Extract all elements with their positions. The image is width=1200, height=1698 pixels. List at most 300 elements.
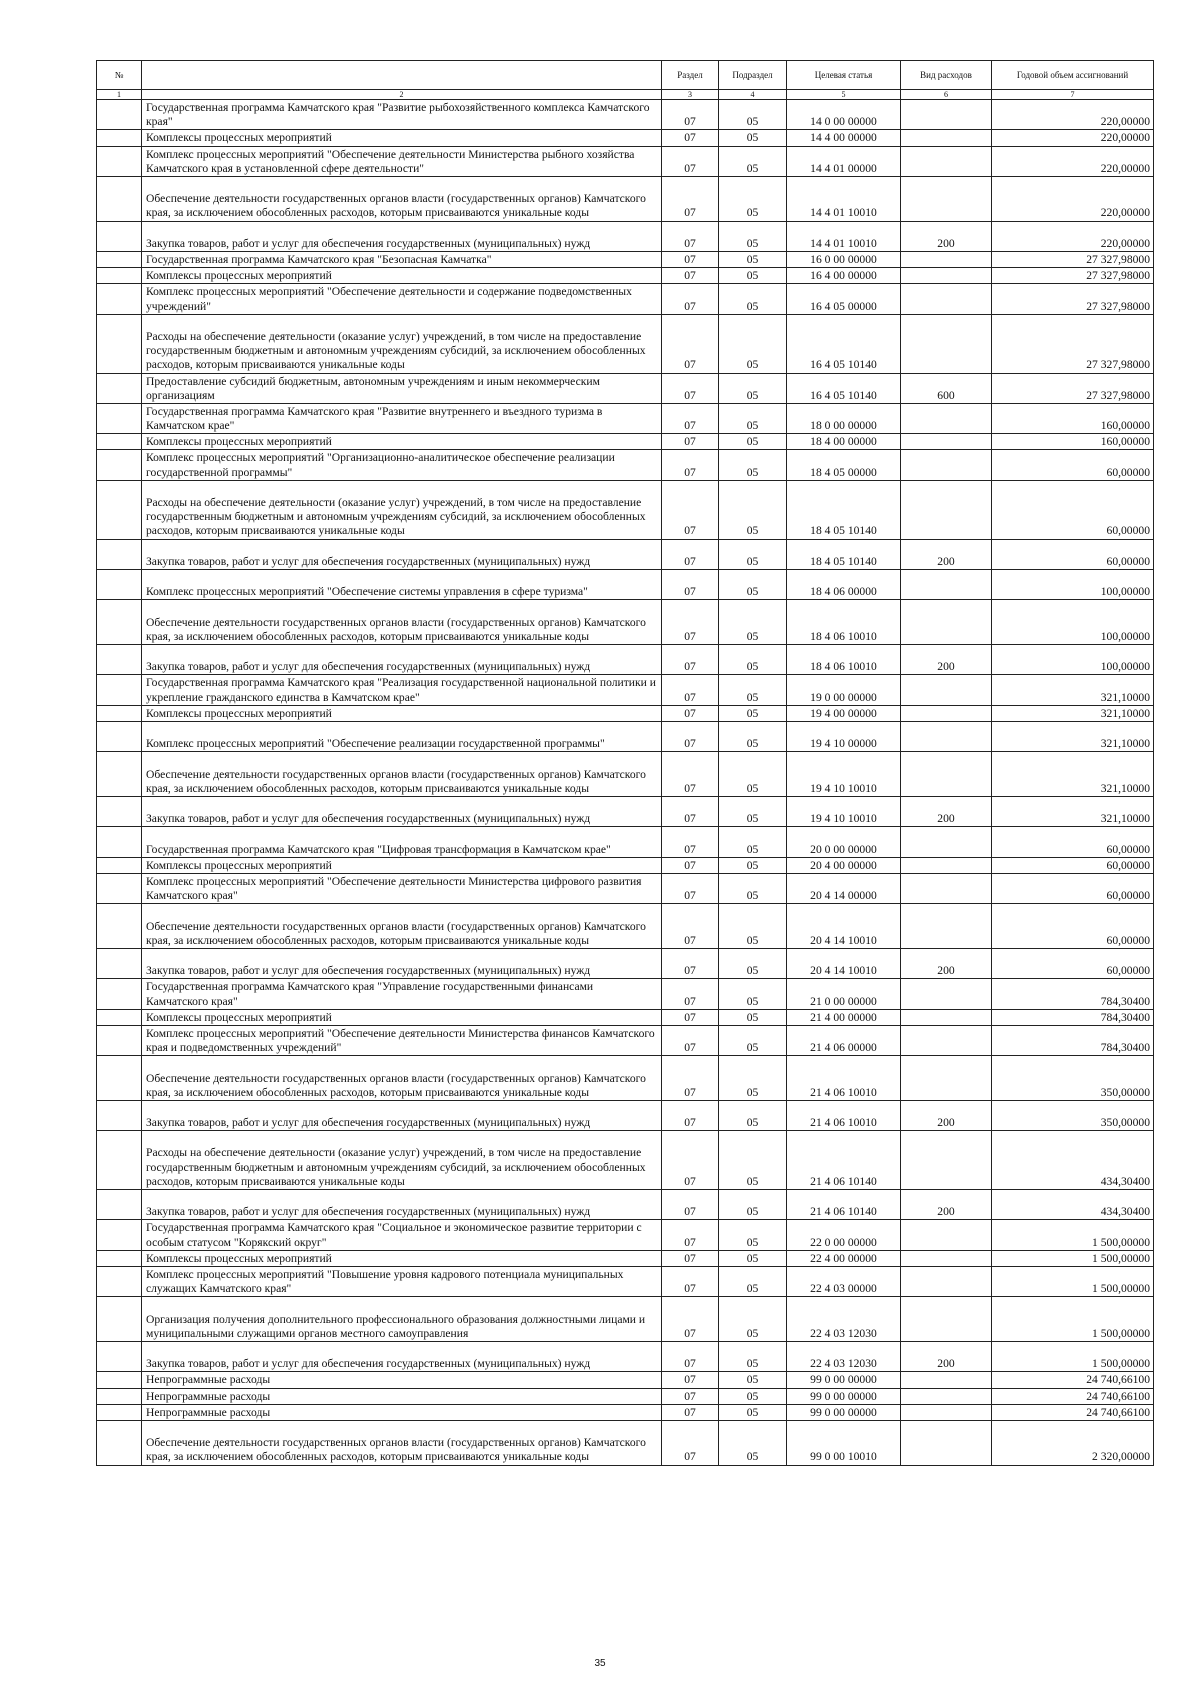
cell-number bbox=[97, 1421, 142, 1466]
cell-amount: 784,30400 bbox=[992, 1009, 1154, 1025]
cell-amount: 1 500,00000 bbox=[992, 1297, 1154, 1342]
cell-description: Государственная программа Камчатского края "Реализация государственной национальной политики и укрепление гражданского единства в Камчатском крае" bbox=[142, 675, 662, 705]
cell-description: Комплексы процессных мероприятий bbox=[142, 857, 662, 873]
cell-razdel: 07 bbox=[662, 979, 719, 1009]
cell-description: Расходы на обеспечение деятельности (оказание услуг) учреждений, в том числе на предоставление государственным бюджетным и автономным учреждениям субсидий, за исключением обособленных расходов, которым присваиваются уникальные коды bbox=[142, 480, 662, 539]
table-row bbox=[97, 480, 1154, 539]
cell-expense-type bbox=[901, 570, 992, 600]
cell-amount: 100,00000 bbox=[992, 645, 1154, 675]
cell-expense-type bbox=[901, 904, 992, 949]
cell-target-article: 20 4 14 10010 bbox=[787, 948, 901, 978]
cell-target-article: 21 4 06 10010 bbox=[787, 1056, 901, 1101]
cell-razdel: 07 bbox=[662, 268, 719, 284]
cell-amount: 220,00000 bbox=[992, 100, 1154, 130]
cell-target-article: 14 4 01 10010 bbox=[787, 221, 901, 251]
cell-description: Государственная программа Камчатского края "Управление государственными финансами Камчатского края" bbox=[142, 979, 662, 1009]
cell-expense-type bbox=[901, 1297, 992, 1342]
table-row bbox=[97, 979, 1154, 1009]
cell-amount: 27 327,98000 bbox=[992, 314, 1154, 373]
cell-number bbox=[97, 857, 142, 873]
cell-expense-type bbox=[901, 857, 992, 873]
table-row bbox=[97, 1372, 1154, 1388]
cell-expense-type bbox=[901, 827, 992, 857]
cell-number bbox=[97, 1190, 142, 1220]
cell-razdel: 07 bbox=[662, 857, 719, 873]
cell-number bbox=[97, 176, 142, 221]
cell-razdel: 07 bbox=[662, 1220, 719, 1250]
cell-amount: 24 740,66100 bbox=[992, 1388, 1154, 1404]
cell-amount: 220,00000 bbox=[992, 146, 1154, 176]
cell-podrazdel: 05 bbox=[719, 705, 787, 721]
cell-razdel: 07 bbox=[662, 705, 719, 721]
cell-razdel: 07 bbox=[662, 221, 719, 251]
cell-number bbox=[97, 480, 142, 539]
cell-razdel: 07 bbox=[662, 130, 719, 146]
cell-number bbox=[97, 873, 142, 903]
cell-expense-type: 200 bbox=[901, 1342, 992, 1372]
cell-podrazdel: 05 bbox=[719, 948, 787, 978]
cell-amount: 434,30400 bbox=[992, 1190, 1154, 1220]
cell-expense-type: 200 bbox=[901, 1190, 992, 1220]
cell-expense-type bbox=[901, 1404, 992, 1420]
cell-expense-type bbox=[901, 873, 992, 903]
cell-amount: 784,30400 bbox=[992, 979, 1154, 1009]
cell-podrazdel: 05 bbox=[719, 979, 787, 1009]
cell-target-article: 22 4 00 00000 bbox=[787, 1250, 901, 1266]
cell-expense-type bbox=[901, 1267, 992, 1297]
cell-number bbox=[97, 1100, 142, 1130]
header-description bbox=[142, 61, 662, 90]
cell-expense-type bbox=[901, 146, 992, 176]
table-row bbox=[97, 373, 1154, 403]
header-index-3: 3 bbox=[662, 90, 719, 100]
cell-description: Комплексы процессных мероприятий bbox=[142, 1250, 662, 1266]
cell-number bbox=[97, 403, 142, 433]
cell-target-article: 99 0 00 00000 bbox=[787, 1372, 901, 1388]
cell-podrazdel: 05 bbox=[719, 1267, 787, 1297]
cell-target-article: 14 4 01 00000 bbox=[787, 146, 901, 176]
cell-podrazdel: 05 bbox=[719, 645, 787, 675]
cell-amount: 350,00000 bbox=[992, 1056, 1154, 1101]
cell-description: Комплексы процессных мероприятий bbox=[142, 705, 662, 721]
cell-description: Государственная программа Камчатского края "Социальное и экономическое развитие территории с особым статусом "Корякский округ" bbox=[142, 1220, 662, 1250]
cell-razdel: 07 bbox=[662, 146, 719, 176]
cell-amount: 100,00000 bbox=[992, 570, 1154, 600]
cell-razdel: 07 bbox=[662, 675, 719, 705]
table-row bbox=[97, 1388, 1154, 1404]
cell-amount: 27 327,98000 bbox=[992, 251, 1154, 267]
cell-amount: 27 327,98000 bbox=[992, 373, 1154, 403]
table-row bbox=[97, 722, 1154, 752]
cell-podrazdel: 05 bbox=[719, 434, 787, 450]
cell-podrazdel: 05 bbox=[719, 1131, 787, 1190]
cell-amount: 60,00000 bbox=[992, 480, 1154, 539]
cell-razdel: 07 bbox=[662, 1342, 719, 1372]
cell-expense-type bbox=[901, 403, 992, 433]
cell-podrazdel: 05 bbox=[719, 373, 787, 403]
cell-podrazdel: 05 bbox=[719, 221, 787, 251]
cell-target-article: 14 4 01 10010 bbox=[787, 176, 901, 221]
cell-target-article: 16 0 00 00000 bbox=[787, 251, 901, 267]
table-row bbox=[97, 539, 1154, 569]
table-row bbox=[97, 176, 1154, 221]
cell-amount: 100,00000 bbox=[992, 600, 1154, 645]
cell-expense-type bbox=[901, 100, 992, 130]
cell-razdel: 07 bbox=[662, 1250, 719, 1266]
table-row bbox=[97, 221, 1154, 251]
cell-razdel: 07 bbox=[662, 948, 719, 978]
table-row bbox=[97, 450, 1154, 480]
cell-description: Непрограммные расходы bbox=[142, 1372, 662, 1388]
cell-target-article: 20 4 14 10010 bbox=[787, 904, 901, 949]
cell-target-article: 19 4 00 00000 bbox=[787, 705, 901, 721]
cell-razdel: 07 bbox=[662, 1190, 719, 1220]
table-row bbox=[97, 752, 1154, 797]
cell-razdel: 07 bbox=[662, 434, 719, 450]
cell-expense-type: 200 bbox=[901, 221, 992, 251]
cell-description: Комплекс процессных мероприятий "Обеспечение деятельности Министерства цифрового развития Камчатского края" bbox=[142, 873, 662, 903]
cell-amount: 784,30400 bbox=[992, 1025, 1154, 1055]
cell-expense-type bbox=[901, 600, 992, 645]
cell-target-article: 99 0 00 10010 bbox=[787, 1421, 901, 1466]
cell-amount: 60,00000 bbox=[992, 904, 1154, 949]
table-row bbox=[97, 284, 1154, 314]
cell-target-article: 20 4 00 00000 bbox=[787, 857, 901, 873]
cell-number bbox=[97, 1131, 142, 1190]
cell-number bbox=[97, 539, 142, 569]
table-row bbox=[97, 1342, 1154, 1372]
cell-podrazdel: 05 bbox=[719, 146, 787, 176]
cell-podrazdel: 05 bbox=[719, 284, 787, 314]
cell-number bbox=[97, 827, 142, 857]
cell-amount: 220,00000 bbox=[992, 176, 1154, 221]
cell-description: Комплекс процессных мероприятий "Обеспечение системы управления в сфере туризма" bbox=[142, 570, 662, 600]
cell-target-article: 16 4 05 00000 bbox=[787, 284, 901, 314]
cell-razdel: 07 bbox=[662, 1388, 719, 1404]
cell-number bbox=[97, 268, 142, 284]
cell-podrazdel: 05 bbox=[719, 1297, 787, 1342]
cell-podrazdel: 05 bbox=[719, 797, 787, 827]
cell-description: Закупка товаров, работ и услуг для обеспечения государственных (муниципальных) нужд bbox=[142, 645, 662, 675]
header-number: № bbox=[97, 61, 142, 90]
cell-number bbox=[97, 450, 142, 480]
cell-description: Обеспечение деятельности государственных органов власти (государственных органов) Камчатского края, за исключением обособленных расходов, которым присваиваются уникальные коды bbox=[142, 1421, 662, 1466]
cell-expense-type bbox=[901, 130, 992, 146]
cell-target-article: 20 0 00 00000 bbox=[787, 827, 901, 857]
cell-razdel: 07 bbox=[662, 480, 719, 539]
cell-target-article: 18 4 06 00000 bbox=[787, 570, 901, 600]
table-row bbox=[97, 948, 1154, 978]
table-row bbox=[97, 873, 1154, 903]
table-row bbox=[97, 434, 1154, 450]
cell-razdel: 07 bbox=[662, 1267, 719, 1297]
cell-razdel: 07 bbox=[662, 251, 719, 267]
header-index-4: 4 bbox=[719, 90, 787, 100]
table-row bbox=[97, 1190, 1154, 1220]
cell-amount: 321,10000 bbox=[992, 752, 1154, 797]
table-row bbox=[97, 146, 1154, 176]
cell-podrazdel: 05 bbox=[719, 1190, 787, 1220]
cell-description: Государственная программа Камчатского края "Развитие рыбохозяйственного комплекса Камчатского края" bbox=[142, 100, 662, 130]
cell-expense-type: 200 bbox=[901, 539, 992, 569]
cell-expense-type bbox=[901, 450, 992, 480]
cell-target-article: 21 0 00 00000 bbox=[787, 979, 901, 1009]
cell-expense-type bbox=[901, 722, 992, 752]
cell-expense-type bbox=[901, 705, 992, 721]
cell-expense-type: 200 bbox=[901, 797, 992, 827]
cell-razdel: 07 bbox=[662, 797, 719, 827]
cell-number bbox=[97, 752, 142, 797]
cell-number bbox=[97, 221, 142, 251]
cell-target-article: 18 4 05 00000 bbox=[787, 450, 901, 480]
cell-expense-type bbox=[901, 752, 992, 797]
header-index-1: 1 bbox=[97, 90, 142, 100]
cell-number bbox=[97, 722, 142, 752]
cell-amount: 160,00000 bbox=[992, 434, 1154, 450]
cell-target-article: 22 4 03 12030 bbox=[787, 1297, 901, 1342]
cell-description: Предоставление субсидий бюджетным, автономным учреждениям и иным некоммерческим организациям bbox=[142, 373, 662, 403]
header-annual-volume: Годовой объем ассигнований bbox=[992, 61, 1154, 90]
cell-description: Обеспечение деятельности государственных органов власти (государственных органов) Камчатского края, за исключением обособленных расходов, которым присваиваются уникальные коды bbox=[142, 1056, 662, 1101]
cell-target-article: 22 4 03 12030 bbox=[787, 1342, 901, 1372]
table-row bbox=[97, 1056, 1154, 1101]
cell-number bbox=[97, 1056, 142, 1101]
cell-podrazdel: 05 bbox=[719, 570, 787, 600]
cell-podrazdel: 05 bbox=[719, 539, 787, 569]
cell-description: Расходы на обеспечение деятельности (оказание услуг) учреждений, в том числе на предоставление государственным бюджетным и автономным учреждениям субсидий, за исключением обособленных расходов, которым присваиваются уникальные коды bbox=[142, 1131, 662, 1190]
cell-razdel: 07 bbox=[662, 1009, 719, 1025]
cell-description: Обеспечение деятельности государственных органов власти (государственных органов) Камчатского края, за исключением обособленных расходов, которым присваиваются уникальные коды bbox=[142, 176, 662, 221]
cell-amount: 2 320,00000 bbox=[992, 1421, 1154, 1466]
cell-number bbox=[97, 1009, 142, 1025]
table-row bbox=[97, 1421, 1154, 1466]
cell-expense-type bbox=[901, 675, 992, 705]
cell-target-article: 16 4 00 00000 bbox=[787, 268, 901, 284]
table-row bbox=[97, 827, 1154, 857]
cell-number bbox=[97, 1250, 142, 1266]
cell-amount: 350,00000 bbox=[992, 1100, 1154, 1130]
cell-number bbox=[97, 251, 142, 267]
cell-number bbox=[97, 675, 142, 705]
cell-razdel: 07 bbox=[662, 1100, 719, 1130]
header-index-2: 2 bbox=[142, 90, 662, 100]
cell-number bbox=[97, 1404, 142, 1420]
header-razdel: Раздел bbox=[662, 61, 719, 90]
cell-target-article: 21 4 06 00000 bbox=[787, 1025, 901, 1055]
cell-description: Государственная программа Камчатского края "Цифровая трансформация в Камчатском крае" bbox=[142, 827, 662, 857]
table-row bbox=[97, 857, 1154, 873]
cell-expense-type bbox=[901, 434, 992, 450]
cell-razdel: 07 bbox=[662, 570, 719, 600]
cell-amount: 24 740,66100 bbox=[992, 1404, 1154, 1420]
cell-expense-type bbox=[901, 1025, 992, 1055]
cell-number bbox=[97, 284, 142, 314]
cell-podrazdel: 05 bbox=[719, 314, 787, 373]
cell-podrazdel: 05 bbox=[719, 268, 787, 284]
cell-description: Закупка товаров, работ и услуг для обеспечения государственных (муниципальных) нужд bbox=[142, 539, 662, 569]
cell-number bbox=[97, 797, 142, 827]
cell-description: Закупка товаров, работ и услуг для обеспечения государственных (муниципальных) нужд bbox=[142, 1342, 662, 1372]
cell-amount: 220,00000 bbox=[992, 130, 1154, 146]
cell-number bbox=[97, 373, 142, 403]
cell-target-article: 14 4 00 00000 bbox=[787, 130, 901, 146]
cell-expense-type bbox=[901, 1131, 992, 1190]
table-row bbox=[97, 675, 1154, 705]
cell-description: Комплекс процессных мероприятий "Организационно-аналитическое обеспечение реализации государственной программы" bbox=[142, 450, 662, 480]
cell-podrazdel: 05 bbox=[719, 1025, 787, 1055]
cell-amount: 60,00000 bbox=[992, 873, 1154, 903]
cell-razdel: 07 bbox=[662, 1056, 719, 1101]
cell-expense-type bbox=[901, 314, 992, 373]
cell-podrazdel: 05 bbox=[719, 904, 787, 949]
cell-amount: 434,30400 bbox=[992, 1131, 1154, 1190]
table-row bbox=[97, 268, 1154, 284]
table-header bbox=[97, 61, 1154, 100]
cell-expense-type: 200 bbox=[901, 1100, 992, 1130]
cell-description: Закупка товаров, работ и услуг для обеспечения государственных (муниципальных) нужд bbox=[142, 1100, 662, 1130]
cell-target-article: 19 4 10 10010 bbox=[787, 797, 901, 827]
cell-expense-type bbox=[901, 979, 992, 1009]
table-row bbox=[97, 1220, 1154, 1250]
cell-number bbox=[97, 705, 142, 721]
table-row bbox=[97, 403, 1154, 433]
table-row bbox=[97, 251, 1154, 267]
cell-podrazdel: 05 bbox=[719, 752, 787, 797]
cell-razdel: 07 bbox=[662, 645, 719, 675]
header-podrazdel: Подраздел bbox=[719, 61, 787, 90]
cell-target-article: 18 0 00 00000 bbox=[787, 403, 901, 433]
cell-amount: 160,00000 bbox=[992, 403, 1154, 433]
cell-razdel: 07 bbox=[662, 600, 719, 645]
table-row bbox=[97, 314, 1154, 373]
cell-podrazdel: 05 bbox=[719, 480, 787, 539]
cell-razdel: 07 bbox=[662, 827, 719, 857]
cell-razdel: 07 bbox=[662, 1404, 719, 1420]
cell-target-article: 22 4 03 00000 bbox=[787, 1267, 901, 1297]
cell-target-article: 16 4 05 10140 bbox=[787, 373, 901, 403]
cell-number bbox=[97, 1372, 142, 1388]
cell-expense-type bbox=[901, 1421, 992, 1466]
cell-amount: 1 500,00000 bbox=[992, 1267, 1154, 1297]
cell-expense-type bbox=[901, 480, 992, 539]
cell-expense-type: 200 bbox=[901, 948, 992, 978]
table-row bbox=[97, 1025, 1154, 1055]
cell-amount: 321,10000 bbox=[992, 675, 1154, 705]
cell-description: Комплекс процессных мероприятий "Обеспечение деятельности Министерства финансов Камчатского края и подведомственных учреждений" bbox=[142, 1025, 662, 1055]
cell-razdel: 07 bbox=[662, 539, 719, 569]
cell-podrazdel: 05 bbox=[719, 100, 787, 130]
cell-podrazdel: 05 bbox=[719, 1342, 787, 1372]
cell-amount: 60,00000 bbox=[992, 450, 1154, 480]
cell-expense-type bbox=[901, 1220, 992, 1250]
cell-podrazdel: 05 bbox=[719, 1250, 787, 1266]
cell-razdel: 07 bbox=[662, 873, 719, 903]
cell-razdel: 07 bbox=[662, 904, 719, 949]
cell-amount: 60,00000 bbox=[992, 948, 1154, 978]
cell-expense-type bbox=[901, 268, 992, 284]
cell-podrazdel: 05 bbox=[719, 403, 787, 433]
table-row bbox=[97, 797, 1154, 827]
cell-description: Государственная программа Камчатского края "Безопасная Камчатка" bbox=[142, 251, 662, 267]
cell-number bbox=[97, 570, 142, 600]
cell-target-article: 18 4 06 10010 bbox=[787, 645, 901, 675]
cell-target-article: 99 0 00 00000 bbox=[787, 1404, 901, 1420]
cell-razdel: 07 bbox=[662, 373, 719, 403]
cell-number bbox=[97, 1267, 142, 1297]
cell-target-article: 21 4 00 00000 bbox=[787, 1009, 901, 1025]
cell-amount: 60,00000 bbox=[992, 539, 1154, 569]
cell-description: Комплексы процессных мероприятий bbox=[142, 268, 662, 284]
cell-target-article: 14 0 00 00000 bbox=[787, 100, 901, 130]
cell-podrazdel: 05 bbox=[719, 1372, 787, 1388]
cell-description: Обеспечение деятельности государственных органов власти (государственных органов) Камчатского края, за исключением обособленных расходов, которым присваиваются уникальные коды bbox=[142, 904, 662, 949]
cell-target-article: 22 0 00 00000 bbox=[787, 1220, 901, 1250]
cell-podrazdel: 05 bbox=[719, 857, 787, 873]
table-row bbox=[97, 100, 1154, 130]
table-body bbox=[97, 100, 1154, 1466]
cell-amount: 24 740,66100 bbox=[992, 1372, 1154, 1388]
cell-podrazdel: 05 bbox=[719, 827, 787, 857]
cell-number bbox=[97, 979, 142, 1009]
cell-target-article: 21 4 06 10010 bbox=[787, 1100, 901, 1130]
cell-podrazdel: 05 bbox=[719, 176, 787, 221]
cell-description: Обеспечение деятельности государственных органов власти (государственных органов) Камчатского края, за исключением обособленных расходов, которым присваиваются уникальные коды bbox=[142, 752, 662, 797]
cell-target-article: 20 4 14 00000 bbox=[787, 873, 901, 903]
cell-target-article: 99 0 00 00000 bbox=[787, 1388, 901, 1404]
cell-podrazdel: 05 bbox=[719, 1100, 787, 1130]
cell-podrazdel: 05 bbox=[719, 1421, 787, 1466]
cell-podrazdel: 05 bbox=[719, 1388, 787, 1404]
cell-razdel: 07 bbox=[662, 1297, 719, 1342]
cell-amount: 27 327,98000 bbox=[992, 284, 1154, 314]
cell-podrazdel: 05 bbox=[719, 873, 787, 903]
budget-allocation-table bbox=[96, 60, 1154, 1466]
cell-target-article: 18 4 06 10010 bbox=[787, 600, 901, 645]
table-row bbox=[97, 904, 1154, 949]
cell-razdel: 07 bbox=[662, 722, 719, 752]
cell-amount: 27 327,98000 bbox=[992, 268, 1154, 284]
cell-amount: 321,10000 bbox=[992, 722, 1154, 752]
header-target-article: Целевая статья bbox=[787, 61, 901, 90]
header-index-7: 7 bbox=[992, 90, 1154, 100]
cell-target-article: 19 0 00 00000 bbox=[787, 675, 901, 705]
cell-target-article: 18 4 05 10140 bbox=[787, 480, 901, 539]
cell-podrazdel: 05 bbox=[719, 675, 787, 705]
table-row bbox=[97, 1009, 1154, 1025]
cell-target-article: 21 4 06 10140 bbox=[787, 1131, 901, 1190]
cell-podrazdel: 05 bbox=[719, 1404, 787, 1420]
cell-expense-type bbox=[901, 176, 992, 221]
cell-number bbox=[97, 100, 142, 130]
cell-number bbox=[97, 1342, 142, 1372]
cell-description: Непрограммные расходы bbox=[142, 1388, 662, 1404]
header-expense-type: Вид расходов bbox=[901, 61, 992, 90]
cell-expense-type bbox=[901, 1056, 992, 1101]
cell-amount: 1 500,00000 bbox=[992, 1342, 1154, 1372]
cell-number bbox=[97, 1220, 142, 1250]
table-row bbox=[97, 705, 1154, 721]
cell-number bbox=[97, 948, 142, 978]
cell-description: Комплексы процессных мероприятий bbox=[142, 130, 662, 146]
cell-expense-type bbox=[901, 1250, 992, 1266]
cell-description: Расходы на обеспечение деятельности (оказание услуг) учреждений, в том числе на предоставление государственным бюджетным и автономным учреждениям субсидий, за исключением обособленных расходов, которым присваиваются уникальные коды bbox=[142, 314, 662, 373]
cell-amount: 1 500,00000 bbox=[992, 1250, 1154, 1266]
cell-expense-type bbox=[901, 251, 992, 267]
table-row bbox=[97, 1404, 1154, 1420]
cell-amount: 60,00000 bbox=[992, 857, 1154, 873]
table-row bbox=[97, 645, 1154, 675]
cell-target-article: 19 4 10 10010 bbox=[787, 752, 901, 797]
